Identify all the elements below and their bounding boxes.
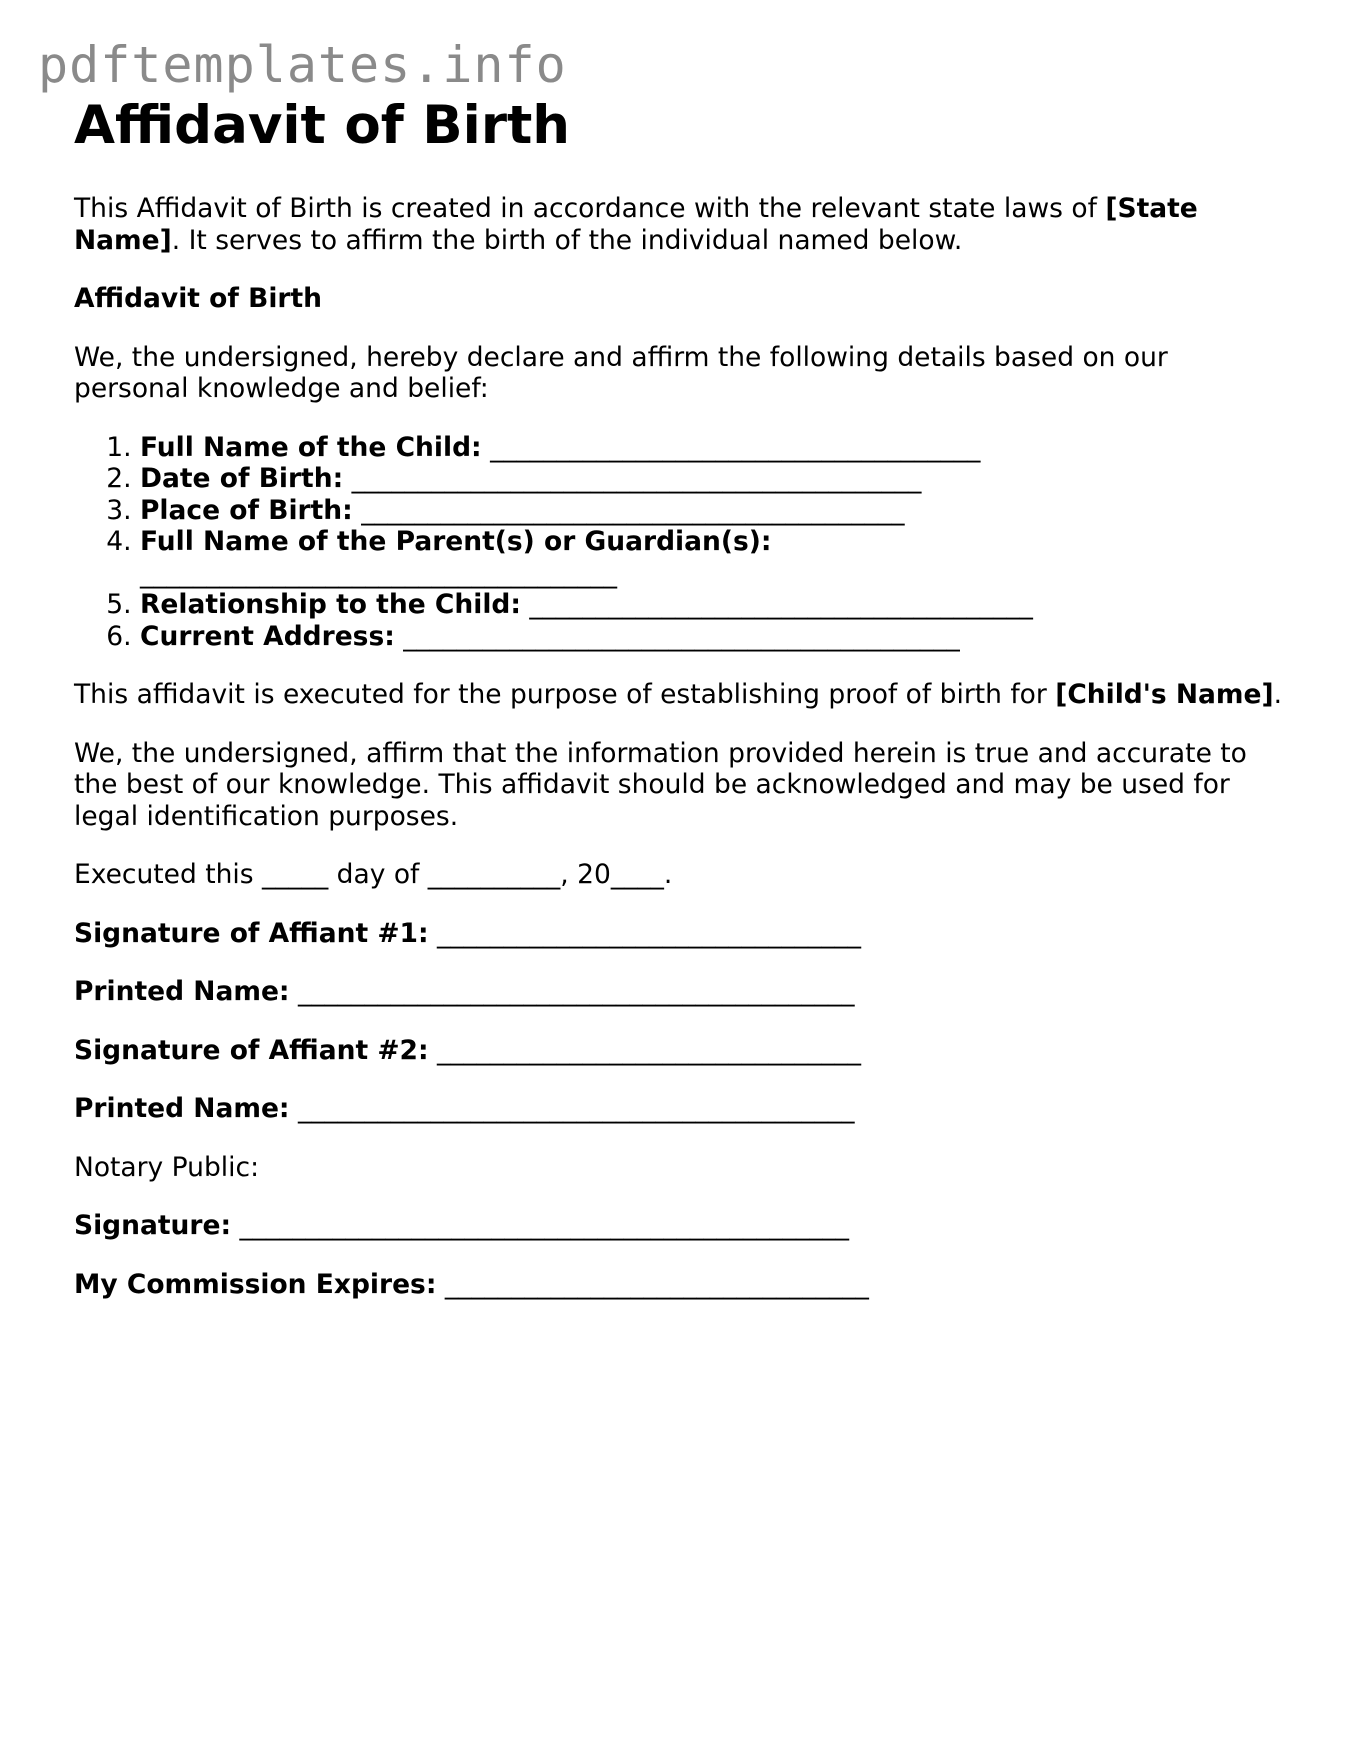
list-item-current-address	[140, 621, 1294, 653]
affiant-2-signature-line	[74, 1035, 1294, 1067]
child-name-placeholder: [Child's Name]	[1055, 679, 1274, 711]
field-label: Date of Birth:	[140, 463, 344, 495]
field-label: Signature of Affiant #2:	[74, 1034, 429, 1066]
document-page	[74, 96, 1294, 1300]
current-address-blank[interactable]: __________________________________________	[403, 620, 960, 652]
affiant-1-printed-name-blank[interactable]: __________________________________________	[297, 976, 855, 1008]
parent-name-blank[interactable]: ____________________________________	[140, 557, 617, 589]
list-item-relationship	[140, 589, 1294, 621]
list-item-child-name	[140, 432, 1294, 464]
relationship-blank[interactable]: ______________________________________	[529, 589, 1033, 621]
field-label: Current Address:	[140, 620, 395, 652]
intro-text-before: This Affidavit of Birth is created in accordance with the relevant state laws of	[74, 193, 1106, 225]
affiant-1-signature-blank[interactable]: ________________________________	[437, 917, 862, 949]
date-of-birth-blank[interactable]: ___________________________________________	[351, 463, 922, 495]
section-heading: Affidavit of Birth	[74, 283, 323, 315]
executed-line[interactable]: Executed this _____ day of __________, 20____.	[74, 859, 673, 891]
intro-paragraph	[74, 193, 1294, 256]
affiant-1-printed-name-line	[74, 976, 1294, 1008]
notary-signature-line	[74, 1210, 1294, 1242]
affiant-2-printed-name-blank[interactable]: __________________________________________	[297, 1093, 855, 1125]
field-label: Printed Name:	[74, 1093, 290, 1125]
list-item-date-of-birth	[140, 463, 1294, 495]
purpose-text-after: .	[1273, 679, 1283, 711]
affiant-2-printed-name-line	[74, 1093, 1294, 1125]
child-name-blank[interactable]: _____________________________________	[490, 431, 981, 463]
document-title: Affidavit of Birth	[74, 95, 571, 156]
commission-expires-line	[74, 1269, 1294, 1301]
notary-signature-blank[interactable]: ______________________________________________	[239, 1210, 849, 1242]
affiant-2-signature-blank[interactable]: ________________________________	[437, 1034, 862, 1066]
watermark-logo: pdftemplates.info	[38, 36, 567, 94]
field-label: Signature:	[74, 1210, 232, 1242]
affirmation-paragraph: We, the undersigned, affirm that the information provided herein is true and accurate to the best of our knowledge. This affidavit should be acknowledged and may be used for legal identification purposes.	[74, 737, 1247, 832]
declaration-paragraph: We, the undersigned, hereby declare and affirm the following details based on our personal knowledge and belief:	[74, 341, 1168, 405]
list-item-parent-name	[140, 526, 1294, 589]
field-label: Printed Name:	[74, 976, 290, 1008]
details-list	[74, 432, 1294, 653]
list-item-place-of-birth	[140, 495, 1294, 527]
field-label: My Commission Expires:	[74, 1268, 437, 1300]
state-name-placeholder: [State Name]	[74, 193, 1198, 256]
purpose-text-before: This affidavit is executed for the purpose of establishing proof of birth for	[74, 679, 1056, 711]
commission-expires-blank[interactable]: ________________________________	[444, 1268, 869, 1300]
field-label: Signature of Affiant #1:	[74, 917, 429, 949]
purpose-paragraph	[74, 679, 1294, 711]
place-of-birth-blank[interactable]: _________________________________________	[361, 494, 905, 526]
affiant-1-signature-line	[74, 918, 1294, 950]
field-label: Full Name of the Child:	[140, 431, 482, 463]
field-label: Full Name of the Parent(s) or Guardian(s):	[140, 526, 772, 558]
intro-text-after: . It serves to affirm the birth of the individual named below.	[171, 224, 963, 256]
field-label: Relationship to the Child:	[140, 589, 521, 621]
notary-public-label: Notary Public:	[74, 1151, 260, 1183]
field-label: Place of Birth:	[140, 494, 353, 526]
